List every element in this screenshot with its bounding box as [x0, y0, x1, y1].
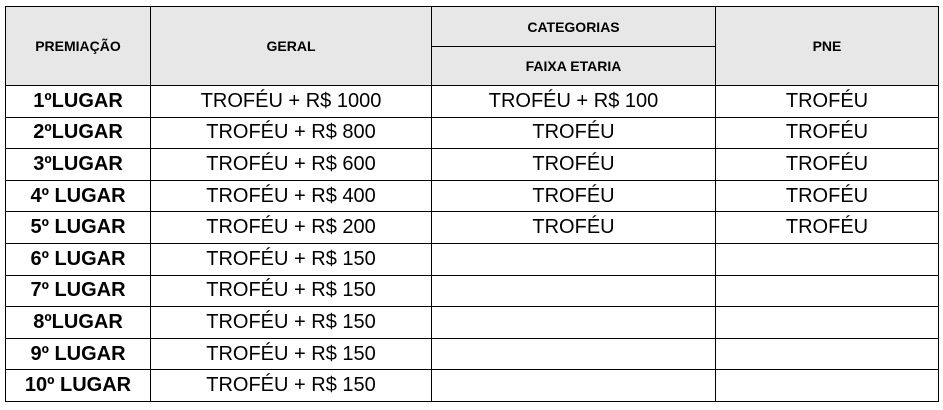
header-premiacao: PREMIAÇÃO	[6, 7, 151, 86]
geral-cell: TROFÉU + R$ 150	[151, 307, 432, 339]
table-row	[6, 212, 939, 244]
table-row	[6, 370, 939, 402]
faixa-etaria-cell: TROFÉU	[432, 149, 716, 181]
header-row-top	[6, 7, 939, 47]
rank-cell: 6º LUGAR	[6, 243, 151, 275]
geral-cell: TROFÉU + R$ 150	[151, 338, 432, 370]
rank-cell: 10º LUGAR	[6, 370, 151, 402]
table-row	[6, 275, 939, 307]
faixa-etaria-cell	[432, 370, 716, 402]
header-geral: GERAL	[151, 7, 432, 86]
pne-cell	[716, 243, 939, 275]
rank-cell: 2ºLUGAR	[6, 117, 151, 149]
table-row	[6, 149, 939, 181]
geral-cell: TROFÉU + R$ 400	[151, 180, 432, 212]
geral-cell: TROFÉU + R$ 1000	[151, 86, 432, 118]
faixa-etaria-cell	[432, 307, 716, 339]
geral-cell: TROFÉU + R$ 600	[151, 149, 432, 181]
pne-cell: TROFÉU	[716, 117, 939, 149]
pne-cell: TROFÉU	[716, 180, 939, 212]
pne-cell	[716, 307, 939, 339]
geral-cell: TROFÉU + R$ 200	[151, 212, 432, 244]
pne-cell: TROFÉU	[716, 212, 939, 244]
faixa-etaria-cell: TROFÉU	[432, 117, 716, 149]
geral-cell: TROFÉU + R$ 150	[151, 370, 432, 402]
header-faixa-etaria: FAIXA ETARIA	[432, 47, 716, 86]
geral-cell: TROFÉU + R$ 800	[151, 117, 432, 149]
table-row	[6, 86, 939, 118]
rank-cell: 5º LUGAR	[6, 212, 151, 244]
faixa-etaria-cell	[432, 243, 716, 275]
faixa-etaria-cell: TROFÉU + R$ 100	[432, 86, 716, 118]
table-row	[6, 180, 939, 212]
table-header	[6, 7, 939, 86]
faixa-etaria-cell	[432, 338, 716, 370]
table-row	[6, 243, 939, 275]
table-body	[6, 86, 939, 402]
header-categorias: CATEGORIAS	[432, 7, 716, 47]
rank-cell: 4º LUGAR	[6, 180, 151, 212]
prize-table	[5, 6, 939, 402]
faixa-etaria-cell: TROFÉU	[432, 180, 716, 212]
rank-cell: 1ºLUGAR	[6, 86, 151, 118]
geral-cell: TROFÉU + R$ 150	[151, 243, 432, 275]
rank-cell: 7º LUGAR	[6, 275, 151, 307]
table-row	[6, 117, 939, 149]
geral-cell: TROFÉU + R$ 150	[151, 275, 432, 307]
pne-cell: TROFÉU	[716, 86, 939, 118]
faixa-etaria-cell	[432, 275, 716, 307]
rank-cell: 3ºLUGAR	[6, 149, 151, 181]
pne-cell	[716, 275, 939, 307]
pne-cell: TROFÉU	[716, 149, 939, 181]
pne-cell	[716, 370, 939, 402]
pne-cell	[716, 338, 939, 370]
rank-cell: 9º LUGAR	[6, 338, 151, 370]
table-row	[6, 338, 939, 370]
header-pne: PNE	[716, 7, 939, 86]
faixa-etaria-cell: TROFÉU	[432, 212, 716, 244]
table-row	[6, 307, 939, 339]
rank-cell: 8ºLUGAR	[6, 307, 151, 339]
